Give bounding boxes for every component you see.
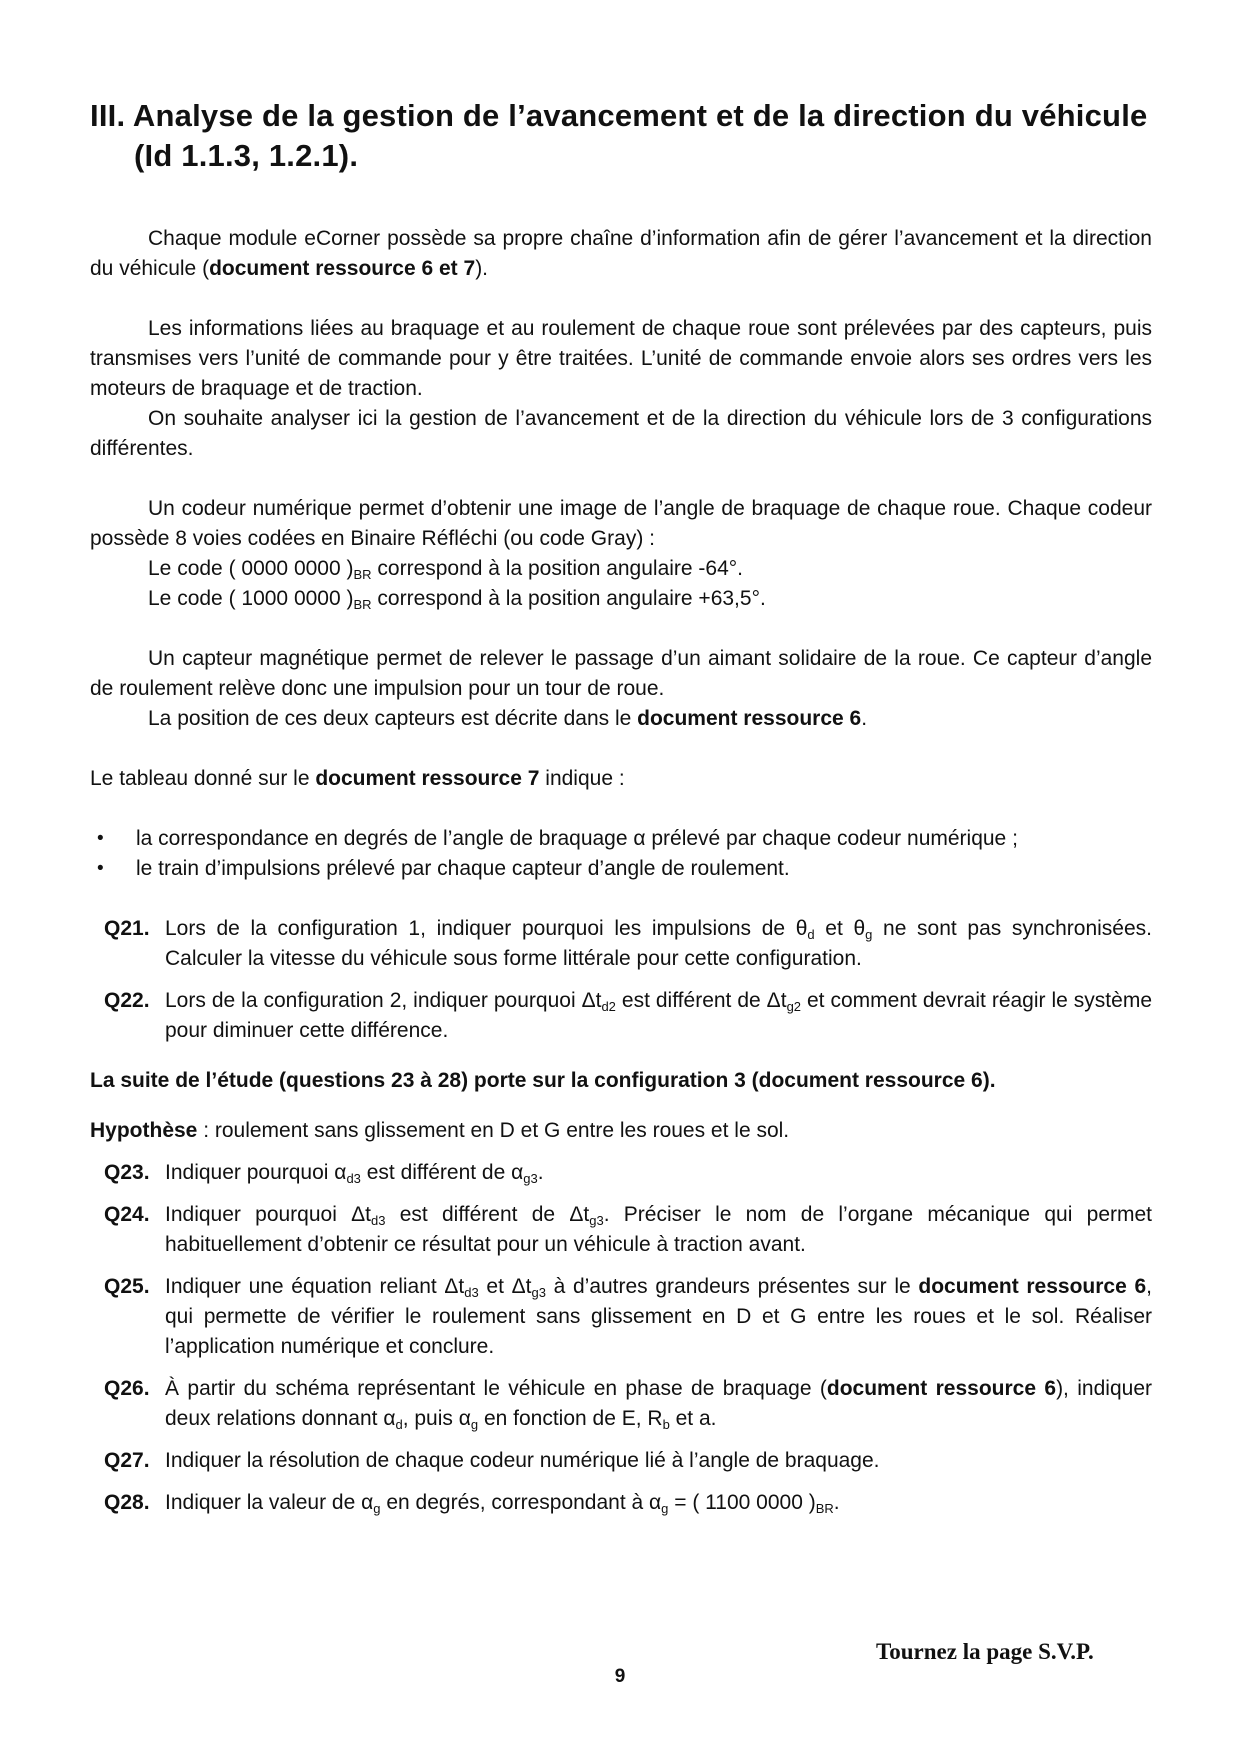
question-text: Indiquer une équation reliant $\Delta t_{d3}$ et $\Delta t_{g3}$ à d’autres grandeurs présentes sur le document ressource 6, qui permette de vérifier le roulement sans glissement en D et G entre les roues et le sol. Réaliser l’application numérique et conclure. [165, 1275, 1152, 1358]
question-number: Q21. [104, 917, 150, 940]
paragraph-position: La position de ces deux capteurs est décrite dans le document ressource 6. [148, 707, 868, 730]
study-scope-note: La suite de l’étude (questions 23 à 28) porte sur la configuration 3 (document ressource 6). [90, 1069, 996, 1092]
question-q22 [90, 986, 1152, 1046]
question-number: Q27. [104, 1449, 150, 1472]
question-number: Q22. [104, 989, 150, 1012]
paragraph-magnetic-sensor: Un capteur magnétique permet de relever le passage d’un aimant solidaire de la roue. Ce capteur d’angle de roulement relève donc une impulsion pour un tour de roue. [90, 647, 1152, 700]
turn-page-note: Tournez la page S.V.P. [876, 1639, 1094, 1664]
question-text: Lors de la configuration 1, indiquer pourquoi les impulsions de $\theta_d$ et $\theta_g$ ne sont pas synchronisées. Calculer la vitesse du véhicule sous forme littérale pour cette configuration. [165, 917, 1152, 970]
code-line-2: Le code ( 1000 0000 )$_{BR}$ correspond à la position angulaire +63,5°. [148, 587, 766, 612]
list-item: • le train d’impulsions prélevé par chaque capteur d’angle de roulement. [90, 854, 1152, 884]
paragraph-sensors: Les informations liées au braquage et au roulement de chaque roue sont prélevées par des capteurs, puis transmises vers l’unité de commande pour y être traitées. L’unité de commande envoie alors ses ordres vers les moteurs de braquage et de traction. [90, 317, 1152, 400]
paragraph-analysis: On souhaite analyser ici la gestion de l’avancement et de la direction du véhicule lors de 3 configurations différentes. [90, 407, 1152, 460]
question-text: À partir du schéma représentant le véhicule en phase de braquage (document ressource 6), indiquer deux relations donnant $\alpha_d$, puis $\alpha_g$ en fonction de E, $R_b$ et a. [165, 1377, 1152, 1432]
question-number: Q25. [104, 1275, 150, 1298]
list-item: • la correspondance en degrés de l’angle de braquage α prélevé par chaque codeur numérique ; [90, 824, 1152, 854]
hypothesis: Hypothèse : roulement sans glissement en D et G entre les roues et le sol. [90, 1119, 790, 1142]
bullet-list [90, 824, 1152, 884]
question-q26 [90, 1374, 1152, 1434]
question-q27 [90, 1446, 1152, 1476]
question-number: Q23. [104, 1161, 150, 1184]
question-number: Q28. [104, 1491, 150, 1514]
question-q24 [90, 1200, 1152, 1260]
page-content [90, 96, 1152, 1518]
question-number: Q24. [104, 1203, 150, 1226]
paragraph-intro: Chaque module eCorner possède sa propre chaîne d’information afin de gérer l’avancement et la direction du véhicule (document ressource 6 et 7). [90, 227, 1152, 280]
question-q28 [90, 1488, 1152, 1518]
page-number: 9 [614, 1666, 626, 1687]
paragraph-table: Le tableau donné sur le document ressource 7 indique : [90, 767, 625, 790]
question-q25 [90, 1272, 1152, 1362]
question-number: Q26. [104, 1377, 150, 1400]
code-line-1: Le code ( 0000 0000 )$_{BR}$ correspond à la position angulaire -64°. [148, 557, 744, 582]
question-q23 [90, 1158, 1152, 1188]
question-text: Indiquer la résolution de chaque codeur numérique lié à l’angle de braquage. [165, 1449, 880, 1472]
paragraph-encoder: Un codeur numérique permet d’obtenir une image de l’angle de braquage de chaque roue. Chaque codeur possède 8 voies codées en Binaire Réfléchi (ou code Gray) : [90, 497, 1152, 550]
section-title: III. Analyse de la gestion de l’avancement et de la direction du véhicule (Id 1.1.3, 1.2.1). [90, 98, 1148, 173]
question-q21 [90, 914, 1152, 974]
question-text: Indiquer pourquoi $\alpha_{d3}$ est différent de $\alpha_{g3}$. [165, 1161, 544, 1186]
question-text: Indiquer la valeur de $\alpha_g$ en degrés, correspondant à $\alpha_g$ = ( 1100 0000 )$_{BR}$. [165, 1491, 840, 1516]
question-text: Lors de la configuration 2, indiquer pourquoi $\Delta t_{d2}$ est différent de $\Delta t_{g2}$ et comment devrait réagir le système pour diminuer cette différence. [165, 989, 1152, 1042]
question-text: Indiquer pourquoi $\Delta t_{d3}$ est différent de $\Delta t_{g3}$. Préciser le nom de l’organe mécanique qui permet habituellement d’obtenir ce résultat pour un véhicule à traction avant. [165, 1203, 1152, 1256]
